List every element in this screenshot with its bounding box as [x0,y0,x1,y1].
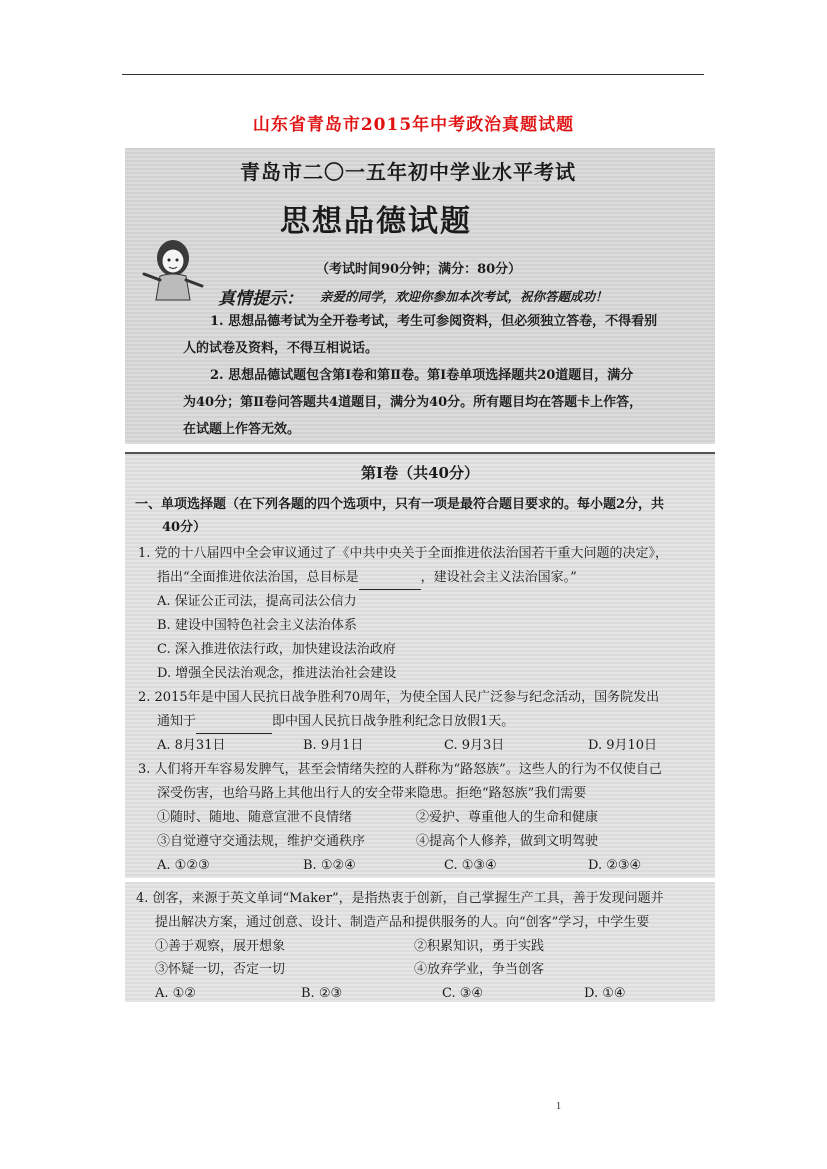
part1-title: 第Ⅰ卷（共40分） [361,464,479,482]
answer-blank [359,566,421,590]
question-1-stem: 1. 党的十八届四中全会审议通过了《中共中央关于全面推进依法治国若干重大问题的决定》， [138,546,669,561]
question-2-text: 通知于 [157,714,197,729]
question-1-stem-2 [157,566,577,590]
question-1-option-d: D. 增强全民法治观念，推进法治社会建设 [157,666,397,681]
question-4-option-c: C. ③④ [442,986,484,1001]
question-4-stem-2: 提出解决方案，通过创意、设计、制造产品和提供服务的人。向“创客”学习，中学生要 [155,915,650,930]
header-rule [122,74,704,75]
part-divider [125,452,715,454]
answer-blank [196,710,272,734]
question-1-option-b: B. 建设中国特色社会主义法治体系 [157,618,357,633]
question-4-option-b: B. ②③ [301,986,343,1001]
question-2-stem-2 [157,710,514,734]
section-instruction: 一、单项选择题（在下列各题的四个选项中，只有一项是最符合题目要求的。每小题2分，共 [135,497,665,512]
question-1-text: ，建设社会主义法治国家。” [420,570,577,585]
question-3-stem-2: 深受伤害，也给马路上其他出行人的安全带来隐患。拒绝“路怒族”我们需要 [157,786,587,801]
tip-text: 亲爱的同学，欢迎你参加本次考试，祝你答题成功！ [320,289,608,304]
tip-label: 真情提示： [218,289,303,309]
student-mascot-icon [136,236,210,302]
question-2-option-b: B. 9月1日 [303,738,364,753]
exam-time-score: （考试时间90分钟；满分：80分） [316,262,522,277]
note-line: 1. 思想品德考试为全开卷考试，考生可参阅资料，但必须独立答卷，不得看别 [210,314,658,329]
note-line: 在试题上作答无效。 [183,422,301,437]
question-4-item: ②积累知识，勇于实践 [414,939,545,954]
question-2-option-c: C. 9月3日 [444,738,505,753]
question-1-option-a: A. 保证公正司法，提高司法公信力 [157,594,357,609]
page-number: 1 [555,1100,562,1112]
question-2-option-d: D. 9月10日 [588,738,658,753]
question-3-option-c: C. ①③④ [444,858,497,873]
note-line: 人的试卷及资料，不得互相说话。 [183,341,379,356]
question-2-stem: 2. 2015年是中国人民抗日战争胜利70周年，为使全国人民广泛参与纪念活动，国务院发出 [138,690,660,705]
note-line: 2. 思想品德试题包含第Ⅰ卷和第Ⅱ卷。第Ⅰ卷单项选择题共20道题目，满分 [210,368,634,383]
note-line: 为40分；第Ⅱ卷问答题共4道题目，满分为40分。所有题目均在答题卡上作答， [183,395,643,410]
question-4-item: ④放弃学业，争当创客 [414,962,545,977]
question-3-stem: 3. 人们将开车容易发脾气，甚至会情绪失控的人群称为“路怒族”。这些人的行为不仅使自己 [138,762,662,777]
question-4-item: ①善于观察，展开想象 [155,939,286,954]
question-3-option-d: D. ②③④ [588,858,642,873]
question-4-item: ③怀疑一切，否定一切 [155,962,286,977]
question-2-option-a: A. 8月31日 [157,738,226,753]
question-3-item: ①随时、随地、随意宣泄不良情绪 [157,810,353,825]
question-3-item: ④提高个人修养，做到文明驾驶 [416,834,599,849]
document-title: 山东省青岛市2015年中考政治真题试题 [252,115,575,135]
subject-title: 思想品德试题 [280,204,472,239]
question-4-option-d: D. ①④ [584,986,626,1001]
question-3-option-b: B. ①②④ [303,858,356,873]
question-4-option-a: A. ①② [155,986,196,1001]
question-3-item: ③自觉遵守交通法规，维护交通秩序 [157,834,366,849]
question-4-stem: 4. 创客，来源于英文单词“Maker”，是指热衷于创新，自己掌握生产工具，善于发现问题并 [136,891,664,906]
section-instruction: 40分） [162,520,207,535]
exam-name: 青岛市二〇一五年初中学业水平考试 [240,160,576,184]
question-3-item: ②爱护、尊重他人的生命和健康 [416,810,599,825]
question-3-option-a: A. ①②③ [157,858,210,873]
question-1-option-c: C. 深入推进依法行政，加快建设法治政府 [157,642,396,657]
question-1-text: 指出“全面推进依法治国，总目标是 [157,570,359,585]
question-2-text: 即中国人民抗日战争胜利纪念日放假1天。 [272,714,515,729]
